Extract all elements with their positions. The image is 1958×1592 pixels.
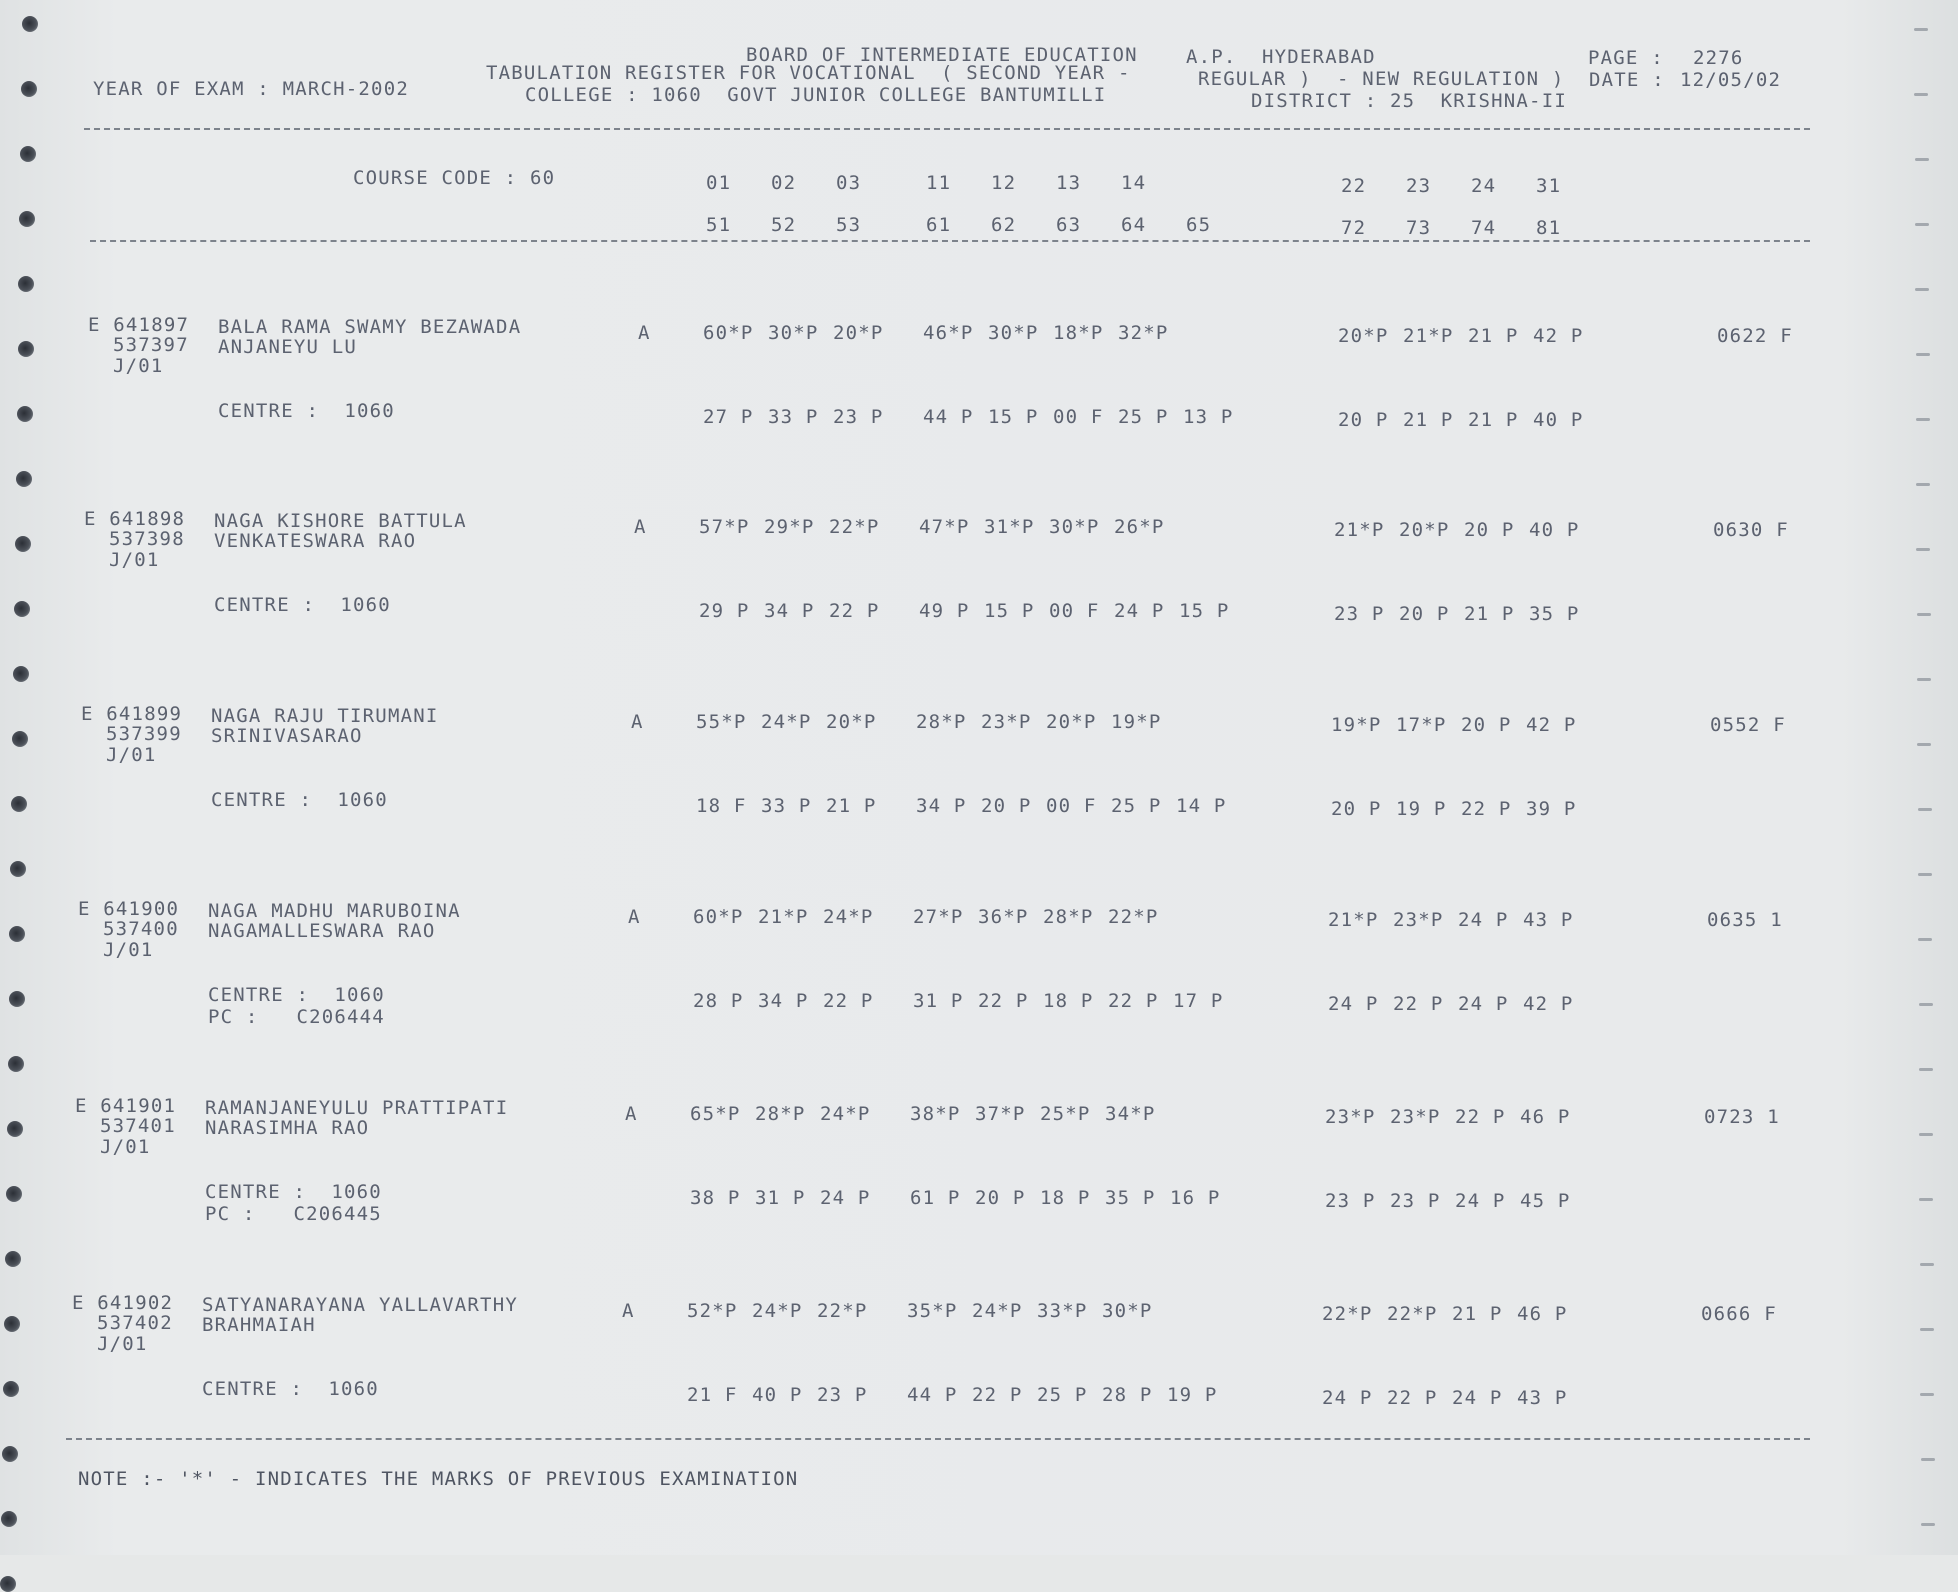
first-year-mark: 21*P bbox=[1328, 909, 1379, 931]
student-name: BALA RAMA SWAMY BEZAWADA bbox=[218, 316, 522, 338]
column-code: 74 bbox=[1471, 217, 1497, 239]
punch-mark bbox=[1920, 1393, 1934, 1396]
student-id: E 641897 bbox=[88, 314, 190, 336]
pc-number: PC : C206444 bbox=[208, 1006, 385, 1028]
second-year-mark: 24 P bbox=[1322, 1387, 1373, 1409]
punch-hole bbox=[9, 926, 25, 942]
second-year-mark: 45 P bbox=[1520, 1190, 1571, 1212]
first-year-mark: 34*P bbox=[1105, 1103, 1156, 1125]
second-year-mark: 15 P bbox=[1179, 600, 1230, 622]
total-result: 0622 F bbox=[1717, 325, 1793, 347]
second-year-mark: 28 P bbox=[693, 990, 744, 1012]
roll-number: 537397 bbox=[113, 334, 189, 356]
second-year-mark: 21 P bbox=[1464, 603, 1515, 625]
student-name: RAMANJANEYULU PRATTIPATI bbox=[205, 1097, 509, 1119]
second-year-mark: 20 P bbox=[981, 795, 1032, 817]
second-year-mark: 24 P bbox=[1114, 600, 1165, 622]
first-year-mark: 30*P bbox=[988, 322, 1039, 344]
parent-name: ANJANEYU LU bbox=[218, 336, 358, 358]
second-year-mark: 18 P bbox=[1043, 990, 1094, 1012]
roll-number: 537399 bbox=[106, 723, 182, 745]
punch-mark bbox=[1917, 613, 1931, 616]
first-year-mark: 24 P bbox=[1458, 909, 1509, 931]
first-year-mark: 57*P bbox=[699, 516, 750, 538]
punch-hole bbox=[20, 146, 36, 162]
student-name: NAGA RAJU TIRUMANI bbox=[211, 705, 439, 727]
punch-mark bbox=[1919, 1068, 1933, 1071]
footer-rule bbox=[66, 1438, 1810, 1440]
second-year-mark: 21 P bbox=[826, 795, 877, 817]
first-year-mark: 20*P bbox=[826, 711, 877, 733]
centre-label: CENTRE : 1060 bbox=[214, 594, 391, 616]
punch-mark bbox=[1917, 678, 1931, 681]
first-year-mark: 33*P bbox=[1037, 1300, 1088, 1322]
column-code: 03 bbox=[836, 172, 862, 194]
first-year-mark: 30*P bbox=[768, 322, 819, 344]
second-year-mark: 33 P bbox=[768, 406, 819, 428]
second-year-mark: 14 P bbox=[1176, 795, 1227, 817]
state-label: A.P. bbox=[1186, 46, 1237, 68]
second-year-mark: 25 P bbox=[1037, 1384, 1088, 1406]
column-code: 53 bbox=[836, 214, 862, 236]
punch-hole bbox=[19, 211, 35, 227]
category-code: A bbox=[625, 1103, 638, 1125]
second-year-mark: 18 P bbox=[1040, 1187, 1091, 1209]
category-code: A bbox=[638, 322, 651, 344]
first-year-mark: 21*P bbox=[1403, 325, 1454, 347]
second-year-mark: 22 P bbox=[1393, 993, 1444, 1015]
column-code: 63 bbox=[1056, 214, 1082, 236]
column-code: 24 bbox=[1471, 175, 1497, 197]
second-year-mark: 49 P bbox=[919, 600, 970, 622]
second-year-mark: 34 P bbox=[764, 600, 815, 622]
first-year-mark: 22*P bbox=[1108, 906, 1159, 928]
parent-name: SRINIVASARAO bbox=[211, 725, 363, 747]
second-year-mark: 20 P bbox=[1399, 603, 1450, 625]
first-year-mark: 22*P bbox=[1322, 1303, 1373, 1325]
punch-hole bbox=[13, 666, 29, 682]
student-name: SATYANARAYANA YALLAVARTHY bbox=[202, 1294, 518, 1316]
parent-name: NAGAMALLESWARA RAO bbox=[208, 920, 436, 942]
column-rule bbox=[90, 240, 1810, 242]
first-year-mark: 27*P bbox=[913, 906, 964, 928]
total-result: 0552 F bbox=[1710, 714, 1786, 736]
punch-hole bbox=[18, 276, 34, 292]
first-year-mark: 42 P bbox=[1533, 325, 1584, 347]
punch-mark bbox=[1918, 938, 1932, 941]
second-year-mark: 28 P bbox=[1102, 1384, 1153, 1406]
punch-mark bbox=[1921, 1458, 1935, 1461]
print-date: 12/05/02 bbox=[1680, 69, 1782, 91]
first-year-mark: 21 P bbox=[1452, 1303, 1503, 1325]
centre-label: CENTRE : 1060 bbox=[208, 984, 385, 1006]
district-label: DISTRICT : 25 KRISHNA-II bbox=[1251, 90, 1567, 112]
punch-mark bbox=[1921, 1523, 1935, 1526]
column-code: 64 bbox=[1121, 214, 1147, 236]
punch-hole bbox=[9, 991, 25, 1007]
register-title: TABULATION REGISTER FOR VOCATIONAL ( SECOND YEAR - bbox=[486, 62, 1131, 84]
category-code: A bbox=[634, 516, 647, 538]
second-year-mark: 40 P bbox=[1533, 409, 1584, 431]
first-year-mark: 24*P bbox=[752, 1300, 803, 1322]
first-year-mark: 20*P bbox=[1046, 711, 1097, 733]
column-code: 01 bbox=[706, 172, 732, 194]
student-id: E 641901 bbox=[75, 1095, 177, 1117]
second-year-mark: 42 P bbox=[1523, 993, 1574, 1015]
first-year-mark: 43 P bbox=[1523, 909, 1574, 931]
first-year-mark: 28*P bbox=[916, 711, 967, 733]
second-year-mark: 25 P bbox=[1111, 795, 1162, 817]
first-year-mark: 22 P bbox=[1455, 1106, 1506, 1128]
second-year-mark: 61 P bbox=[910, 1187, 961, 1209]
group-code: J/01 bbox=[106, 744, 157, 766]
punch-hole bbox=[0, 1576, 16, 1592]
column-code: 52 bbox=[771, 214, 797, 236]
punch-hole bbox=[11, 796, 27, 812]
regulation-label: REGULAR ) - NEW REGULATION ) bbox=[1198, 68, 1565, 90]
parent-name: BRAHMAIAH bbox=[202, 1314, 316, 1336]
group-code: J/01 bbox=[109, 549, 160, 571]
first-year-mark: 65*P bbox=[690, 1103, 741, 1125]
punch-mark bbox=[1919, 1133, 1933, 1136]
first-year-mark: 20 P bbox=[1464, 519, 1515, 541]
second-year-mark: 22 P bbox=[1108, 990, 1159, 1012]
first-year-mark: 20 P bbox=[1461, 714, 1512, 736]
board-title: BOARD OF INTERMEDIATE EDUCATION bbox=[746, 44, 1138, 66]
first-year-mark: 19*P bbox=[1111, 711, 1162, 733]
second-year-mark: 23 P bbox=[817, 1384, 868, 1406]
column-code: 13 bbox=[1056, 172, 1082, 194]
column-code: 02 bbox=[771, 172, 797, 194]
punch-hole bbox=[12, 731, 28, 747]
punch-hole bbox=[1, 1511, 17, 1527]
course-code: COURSE CODE : 60 bbox=[353, 167, 556, 189]
second-year-mark: 23 P bbox=[833, 406, 884, 428]
footnote: NOTE :- '*' - INDICATES THE MARKS OF PREVIOUS EXAMINATION bbox=[78, 1468, 799, 1490]
first-year-mark: 47*P bbox=[919, 516, 970, 538]
second-year-mark: 23 P bbox=[1390, 1190, 1441, 1212]
first-year-mark: 24*P bbox=[972, 1300, 1023, 1322]
student-name: NAGA MADHU MARUBOINA bbox=[208, 900, 461, 922]
first-year-mark: 30*P bbox=[1049, 516, 1100, 538]
student-id: E 641899 bbox=[81, 703, 183, 725]
second-year-mark: 35 P bbox=[1105, 1187, 1156, 1209]
punch-mark bbox=[1918, 873, 1932, 876]
parent-name: NARASIMHA RAO bbox=[205, 1117, 370, 1139]
first-year-mark: 40 P bbox=[1529, 519, 1580, 541]
punch-hole bbox=[3, 1381, 19, 1397]
punch-mark bbox=[1916, 353, 1930, 356]
first-year-mark: 17*P bbox=[1396, 714, 1447, 736]
second-year-mark: 24 P bbox=[1328, 993, 1379, 1015]
header-rule bbox=[84, 128, 1810, 130]
column-code: 62 bbox=[991, 214, 1017, 236]
punch-mark bbox=[1920, 1328, 1934, 1331]
second-year-mark: 00 F bbox=[1049, 600, 1100, 622]
roll-number: 537401 bbox=[100, 1115, 176, 1137]
date-label: DATE : bbox=[1589, 69, 1665, 91]
first-year-mark: 60*P bbox=[693, 906, 744, 928]
first-year-mark: 28*P bbox=[755, 1103, 806, 1125]
second-year-mark: 21 P bbox=[1403, 409, 1454, 431]
second-year-mark: 13 P bbox=[1183, 406, 1234, 428]
punch-hole bbox=[5, 1251, 21, 1267]
punch-mark bbox=[1914, 93, 1928, 96]
first-year-mark: 32*P bbox=[1118, 322, 1169, 344]
first-year-mark: 23*P bbox=[981, 711, 1032, 733]
punch-hole bbox=[22, 16, 38, 32]
first-year-mark: 24*P bbox=[820, 1103, 871, 1125]
second-year-mark: 29 P bbox=[699, 600, 750, 622]
student-id: E 641902 bbox=[72, 1292, 174, 1314]
first-year-mark: 55*P bbox=[696, 711, 747, 733]
column-code: 22 bbox=[1341, 175, 1367, 197]
second-year-mark: 24 P bbox=[820, 1187, 871, 1209]
second-year-mark: 22 P bbox=[1387, 1387, 1438, 1409]
first-year-mark: 29*P bbox=[764, 516, 815, 538]
first-year-mark: 60*P bbox=[703, 322, 754, 344]
second-year-mark: 20 P bbox=[1338, 409, 1389, 431]
second-year-mark: 24 P bbox=[1455, 1190, 1506, 1212]
second-year-mark: 23 P bbox=[1334, 603, 1385, 625]
first-year-mark: 22*P bbox=[829, 516, 880, 538]
second-year-mark: 18 F bbox=[696, 795, 747, 817]
column-code: 61 bbox=[926, 214, 952, 236]
punch-mark bbox=[1917, 743, 1931, 746]
second-year-mark: 17 P bbox=[1173, 990, 1224, 1012]
first-year-mark: 35*P bbox=[907, 1300, 958, 1322]
centre-label: CENTRE : 1060 bbox=[211, 789, 388, 811]
first-year-mark: 37*P bbox=[975, 1103, 1026, 1125]
punch-mark bbox=[1919, 1198, 1933, 1201]
first-year-mark: 19*P bbox=[1331, 714, 1382, 736]
first-year-mark: 23*P bbox=[1390, 1106, 1441, 1128]
second-year-mark: 22 P bbox=[1461, 798, 1512, 820]
punch-mark bbox=[1918, 808, 1932, 811]
second-year-mark: 23 P bbox=[1325, 1190, 1376, 1212]
punch-mark bbox=[1914, 28, 1928, 31]
roll-number: 537402 bbox=[97, 1312, 173, 1334]
first-year-mark: 22*P bbox=[817, 1300, 868, 1322]
first-year-mark: 31*P bbox=[984, 516, 1035, 538]
second-year-mark: 21 F bbox=[687, 1384, 738, 1406]
roll-number: 537400 bbox=[103, 918, 179, 940]
college-label: COLLEGE : 1060 GOVT JUNIOR COLLEGE BANTUMILLI bbox=[525, 84, 1107, 106]
first-year-mark: 20*P bbox=[833, 322, 884, 344]
student-id: E 641898 bbox=[84, 508, 186, 530]
second-year-mark: 22 P bbox=[823, 990, 874, 1012]
group-code: J/01 bbox=[100, 1136, 151, 1158]
first-year-mark: 23*P bbox=[1325, 1106, 1376, 1128]
page-number: 2276 bbox=[1693, 47, 1744, 69]
first-year-mark: 18*P bbox=[1053, 322, 1104, 344]
punch-hole bbox=[21, 81, 37, 97]
first-year-mark: 21*P bbox=[758, 906, 809, 928]
column-code: 14 bbox=[1121, 172, 1147, 194]
second-year-mark: 34 P bbox=[916, 795, 967, 817]
second-year-mark: 24 P bbox=[1458, 993, 1509, 1015]
first-year-mark: 42 P bbox=[1526, 714, 1577, 736]
column-code: 51 bbox=[706, 214, 732, 236]
second-year-mark: 22 P bbox=[978, 990, 1029, 1012]
category-code: A bbox=[628, 906, 641, 928]
second-year-mark: 33 P bbox=[761, 795, 812, 817]
second-year-mark: 31 P bbox=[913, 990, 964, 1012]
second-year-mark: 19 P bbox=[1396, 798, 1447, 820]
punch-mark bbox=[1915, 223, 1929, 226]
total-result: 0635 1 bbox=[1707, 909, 1783, 931]
second-year-mark: 34 P bbox=[758, 990, 809, 1012]
column-code: 72 bbox=[1341, 217, 1367, 239]
column-code: 31 bbox=[1536, 175, 1562, 197]
punch-hole bbox=[14, 601, 30, 617]
first-year-mark: 36*P bbox=[978, 906, 1029, 928]
total-result: 0666 F bbox=[1701, 1303, 1777, 1325]
second-year-mark: 15 P bbox=[988, 406, 1039, 428]
punch-mark bbox=[1919, 1003, 1933, 1006]
city-label: HYDERABAD bbox=[1262, 46, 1376, 68]
centre-label: CENTRE : 1060 bbox=[218, 400, 395, 422]
second-year-mark: 19 P bbox=[1167, 1384, 1218, 1406]
first-year-mark: 24*P bbox=[823, 906, 874, 928]
first-year-mark: 22*P bbox=[1387, 1303, 1438, 1325]
column-code: 23 bbox=[1406, 175, 1432, 197]
column-code: 65 bbox=[1186, 214, 1212, 236]
first-year-mark: 26*P bbox=[1114, 516, 1165, 538]
total-result: 0630 F bbox=[1713, 519, 1789, 541]
category-code: A bbox=[631, 711, 644, 733]
second-year-mark: 40 P bbox=[752, 1384, 803, 1406]
page-label: PAGE : bbox=[1588, 47, 1664, 69]
first-year-mark: 20*P bbox=[1399, 519, 1450, 541]
second-year-mark: 35 P bbox=[1529, 603, 1580, 625]
second-year-mark: 24 P bbox=[1452, 1387, 1503, 1409]
second-year-mark: 00 F bbox=[1046, 795, 1097, 817]
second-year-mark: 27 P bbox=[703, 406, 754, 428]
second-year-mark: 21 P bbox=[1468, 409, 1519, 431]
first-year-mark: 23*P bbox=[1393, 909, 1444, 931]
centre-label: CENTRE : 1060 bbox=[205, 1181, 382, 1203]
student-id: E 641900 bbox=[78, 898, 180, 920]
second-year-mark: 22 P bbox=[829, 600, 880, 622]
first-year-mark: 38*P bbox=[910, 1103, 961, 1125]
punch-mark bbox=[1916, 548, 1930, 551]
pc-number: PC : C206445 bbox=[205, 1203, 382, 1225]
second-year-mark: 20 P bbox=[975, 1187, 1026, 1209]
second-year-mark: 15 P bbox=[984, 600, 1035, 622]
year-of-exam: YEAR OF EXAM : MARCH-2002 bbox=[93, 78, 409, 100]
student-name: NAGA KISHORE BATTULA bbox=[214, 510, 467, 532]
second-year-mark: 43 P bbox=[1517, 1387, 1568, 1409]
group-code: J/01 bbox=[103, 939, 154, 961]
second-year-mark: 16 P bbox=[1170, 1187, 1221, 1209]
first-year-mark: 46*P bbox=[923, 322, 974, 344]
second-year-mark: 31 P bbox=[755, 1187, 806, 1209]
second-year-mark: 44 P bbox=[907, 1384, 958, 1406]
first-year-mark: 21 P bbox=[1468, 325, 1519, 347]
group-code: J/01 bbox=[113, 355, 164, 377]
roll-number: 537398 bbox=[109, 528, 185, 550]
punch-mark bbox=[1915, 158, 1929, 161]
centre-label: CENTRE : 1060 bbox=[202, 1378, 379, 1400]
total-result: 0723 1 bbox=[1704, 1106, 1780, 1128]
first-year-mark: 20*P bbox=[1338, 325, 1389, 347]
second-year-mark: 22 P bbox=[972, 1384, 1023, 1406]
punch-mark bbox=[1915, 288, 1929, 291]
first-year-mark: 46 P bbox=[1517, 1303, 1568, 1325]
column-code: 73 bbox=[1406, 217, 1432, 239]
first-year-mark: 21*P bbox=[1334, 519, 1385, 541]
category-code: A bbox=[622, 1300, 635, 1322]
first-year-mark: 52*P bbox=[687, 1300, 738, 1322]
punch-hole bbox=[10, 861, 26, 877]
punch-hole bbox=[2, 1446, 18, 1462]
first-year-mark: 28*P bbox=[1043, 906, 1094, 928]
punch-hole bbox=[7, 1121, 23, 1137]
first-year-mark: 46 P bbox=[1520, 1106, 1571, 1128]
column-code: 11 bbox=[926, 172, 952, 194]
punch-hole bbox=[4, 1316, 20, 1332]
second-year-mark: 25 P bbox=[1118, 406, 1169, 428]
second-year-mark: 44 P bbox=[923, 406, 974, 428]
punch-hole bbox=[15, 536, 31, 552]
group-code: J/01 bbox=[97, 1333, 148, 1355]
punch-hole bbox=[17, 406, 33, 422]
punch-mark bbox=[1920, 1263, 1934, 1266]
first-year-mark: 24*P bbox=[761, 711, 812, 733]
punch-hole bbox=[18, 341, 34, 357]
first-year-mark: 30*P bbox=[1102, 1300, 1153, 1322]
punch-hole bbox=[6, 1186, 22, 1202]
second-year-mark: 20 P bbox=[1331, 798, 1382, 820]
punch-hole bbox=[16, 471, 32, 487]
second-year-mark: 00 F bbox=[1053, 406, 1104, 428]
second-year-mark: 38 P bbox=[690, 1187, 741, 1209]
column-code: 81 bbox=[1536, 217, 1562, 239]
punch-hole bbox=[8, 1056, 24, 1072]
punch-mark bbox=[1916, 418, 1930, 421]
second-year-mark: 39 P bbox=[1526, 798, 1577, 820]
parent-name: VENKATESWARA RAO bbox=[214, 530, 417, 552]
punch-mark bbox=[1916, 483, 1930, 486]
first-year-mark: 25*P bbox=[1040, 1103, 1091, 1125]
column-code: 12 bbox=[991, 172, 1017, 194]
